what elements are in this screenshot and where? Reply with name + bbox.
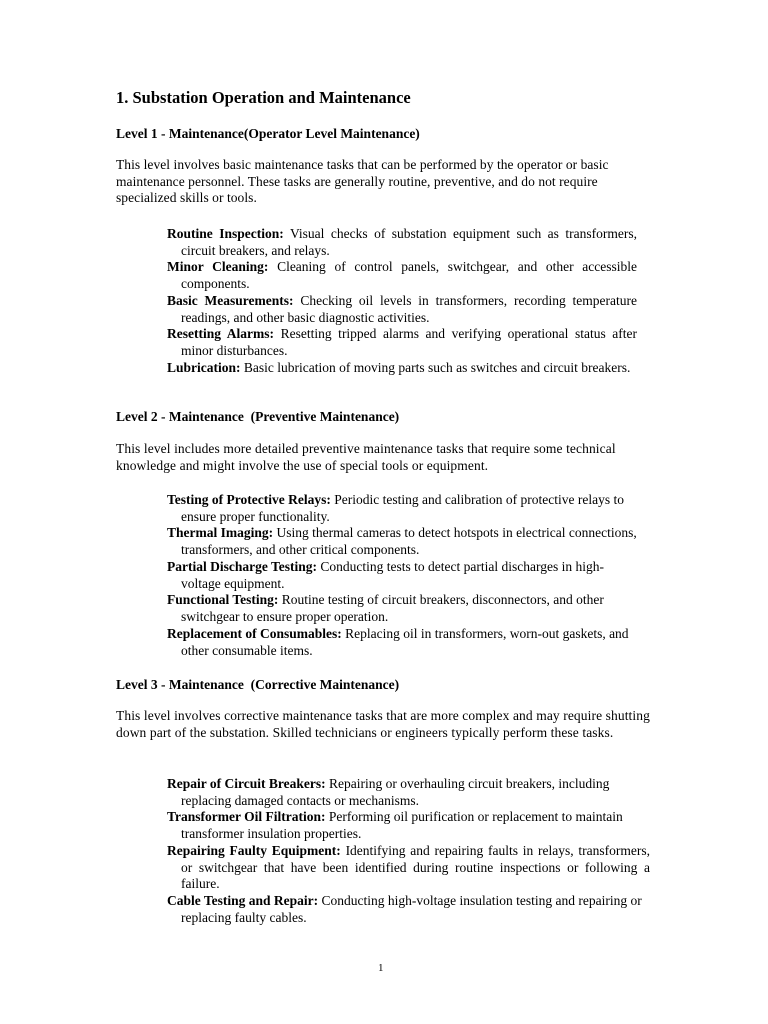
level-1-intro: This level involves basic maintenance tasks that can be performed by the operator or basic maintenance personnel. These tasks are generally routine, preventive, and do not require specialized skills or tools.	[116, 157, 609, 206]
list-item: Cable Testing and Repair: Conducting high-voltage insulation testing and repairing or replacing faulty cables.	[167, 893, 642, 925]
list-item: Replacement of Consumables: Replacing oil in transformers, worn-out gaskets, and other consumable items.	[167, 625, 629, 658]
level-2-list	[153, 492, 637, 659]
level-2-intro: This level includes more detailed preventive maintenance tasks that require some technical knowledge and might involve the use of special tools or equipment.	[116, 441, 616, 473]
level-3-list	[153, 776, 650, 927]
list-item: Functional Testing: Routine testing of circuit breakers, disconnectors, and other switchgear to ensure proper operation.	[167, 592, 604, 625]
list-item: Routine Inspection: Visual checks of substation equipment such as transformers, circuit breakers, and relays.	[167, 226, 637, 258]
level-2-heading: Level 2 - Maintenance (Preventive Maintenance)	[116, 409, 400, 424]
level-1-list	[153, 226, 637, 377]
list-item: Transformer Oil Filtration: Performing oil purification or replacement to maintain transformer insulation properties.	[167, 809, 623, 842]
list-item: Testing of Protective Relays: Periodic testing and calibration of protective relays to ensure proper functionality.	[167, 492, 625, 524]
list-item: Lubrication: Basic lubrication of moving parts such as switches and circuit breakers.	[167, 359, 631, 375]
list-item: Basic Measurements: Checking oil levels in transformers, recording temperature readings, and other basic diagnostic activities.	[167, 292, 637, 325]
list-item: Partial Discharge Testing: Conducting tests to detect partial discharges in high-voltage equipment.	[167, 558, 604, 591]
list-item: Minor Cleaning: Cleaning of control panels, switchgear, and other accessible components.	[167, 259, 637, 292]
level-1-heading: Level 1 - Maintenance(Operator Level Maintenance)	[116, 126, 420, 141]
level-3-heading: Level 3 - Maintenance (Corrective Maintenance)	[116, 677, 400, 692]
list-item: Thermal Imaging: Using thermal cameras to detect hotspots in electrical connections, transformers, and other critical components.	[167, 525, 637, 558]
list-item: Repair of Circuit Breakers: Repairing or overhauling circuit breakers, including replacing damaged contacts or mechanisms.	[167, 776, 610, 808]
list-item: Resetting Alarms: Resetting tripped alarms and verifying operational status after minor disturbances.	[167, 326, 637, 359]
page-title: 1. Substation Operation and Maintenance	[116, 88, 411, 107]
list-item: Repairing Faulty Equipment: Identifying and repairing faults in relays, transformers, or switchgear that have been identified during routine inspections or following a failure.	[167, 842, 651, 892]
page-number: 1	[378, 962, 384, 974]
level-3-intro: This level involves corrective maintenance tasks that are more complex and may require shutting down part of the substation. Skilled technicians or engineers typically perform these tasks.	[116, 708, 650, 740]
